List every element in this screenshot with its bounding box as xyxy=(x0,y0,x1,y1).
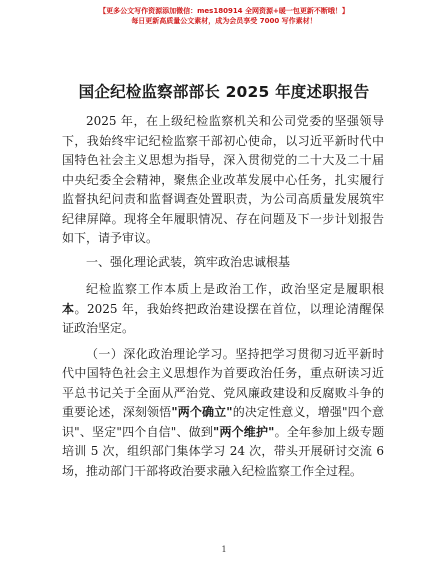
promo-banner-line-1: 【更多公文写作资源添加微信：mes180914 全网资源+暖一包更新不断哦！】 xyxy=(99,7,349,15)
paragraph-text: （一）深化政治理论学习。坚持把学习贯彻习近平新时代中国特色社会主义思想作为首要政治任务，重点研读习近平总书记关于全面从严治党、党风廉政建设和反腐败斗争的重要论述，深刻领悟 xyxy=(62,346,384,419)
promo-banner-line-2: 每日更新高质量公文素材，成为会员享受 7000 写作素材！ xyxy=(131,17,317,25)
paragraph-text: 纪检监察工作本质上是政治工作，政治坚定是履职根 xyxy=(86,282,384,296)
bold-text: "两个维护" xyxy=(213,424,275,439)
promo-banner xyxy=(0,6,448,26)
intro-paragraph: 2025 年，在上级纪检监察机关和公司党委的坚强领导下，我始终牢记纪检监察干部初心使命，以习近平新时代中国特色社会主义思想为指导，深入贯彻党的二十大及二十届中央纪委全会精神，聚焦企业改革发展中心任务，扎实履行监督执纪问责和监督调查处置职责，为公司高质量发展筑牢纪律屏障。现将全年履职情况、存在问题及下一步计划报告如下，请予审议。 xyxy=(62,114,384,245)
document-title: 国企纪检监察部部长 2025 年度述职报告 xyxy=(78,83,370,101)
section-heading: 一、强化理论武装，筑牢政治忠诚根基 xyxy=(86,254,291,269)
paragraph-text: 。全年参加上级专题培训 5 次，组织部门集体学习 24 次，带头开展研讨交流 6 场，推动部门干部将政治要求融入纪检监察工作全过程。 xyxy=(62,424,384,478)
bold-text: 本 xyxy=(62,301,75,316)
subsection-paragraph xyxy=(62,345,384,482)
document-body xyxy=(62,112,384,483)
bold-text: "两个确立" xyxy=(171,405,233,419)
page-number: 1 xyxy=(221,545,227,554)
section-paragraph xyxy=(62,280,384,339)
paragraph-text: 。2025 年，我始终把政治建设摆在首位，以理论清醒保证政治坚定。 xyxy=(62,301,384,335)
paragraph-text: 的决定性意义，增强"四个意识"、坚定"四个自信"、做到 xyxy=(62,405,384,439)
